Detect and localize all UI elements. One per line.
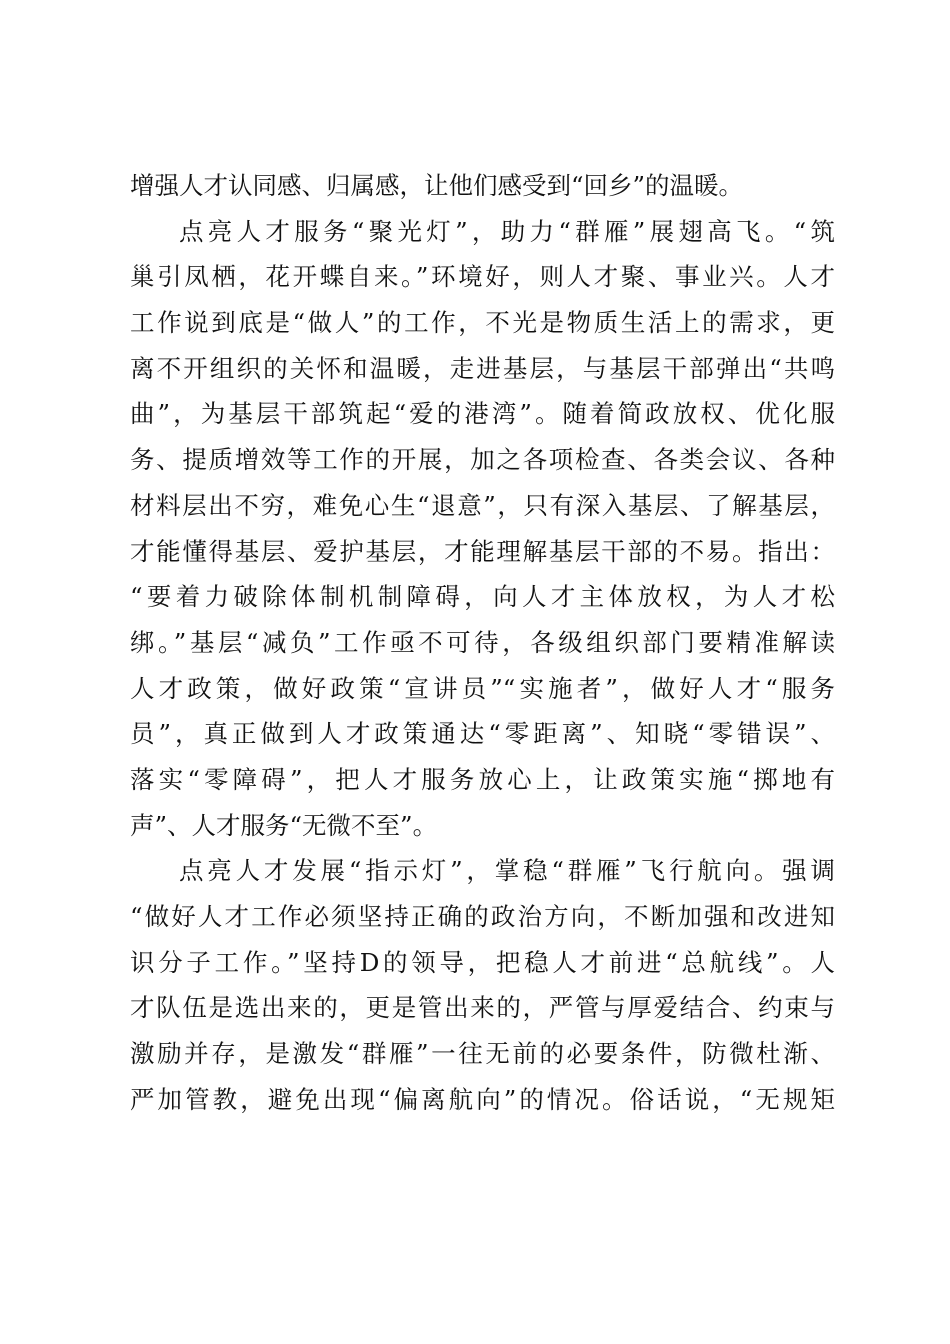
text-line: 才能懂得基层、爱护基层，才能理解基层干部的不易。指出：: [130, 536, 835, 566]
text-line: 离不开组织的关怀和温暖，走进基层，与基层干部弹出“共鸣: [130, 353, 835, 383]
text-line: 曲”，为基层干部筑起“爱的港湾”。随着简政放权、优化服: [130, 399, 835, 429]
paragraph-3: [130, 848, 835, 1122]
text-line: “要着力破除体制机制障碍，向人才主体放权，为人才松: [130, 582, 835, 612]
text-line: “做好人才工作必须坚持正确的政治方向，不断加强和改进知: [130, 902, 835, 931]
text-line: 才队伍是选出来的，更是管出来的，严管与厚爱结合、约束与: [130, 993, 835, 1023]
text-line: 员”，真正做到人才政策通达“零距离”、知晓“零错误”、: [130, 719, 835, 749]
text-line: 材料层出不穷，难免心生“退意”，只有深入基层、了解基层，: [130, 490, 835, 520]
text-line: 巢引凤栖，花开蝶自来。”环境好，则人才聚、事业兴。人才: [130, 262, 835, 292]
paragraph-1: [130, 163, 835, 209]
text-line: 激励并存，是激发“群雁”一往无前的必要条件，防微杜渐、: [130, 1039, 835, 1069]
paragraph-2: [130, 209, 835, 849]
text-line: 点亮人才服务“聚光灯”，助力“群雁”展翅高飞。“筑: [179, 216, 835, 246]
text-line: 务、提质增效等工作的开展，加之各项检查、各类会议、各种: [130, 445, 835, 475]
text-line: 识分子工作。”坚持D的领导，把稳人才前进“总航线”。人: [130, 947, 835, 977]
text-line: 增强人才认同感、归属感，让他们感受到“回乡”的温暖。: [130, 171, 744, 200]
text-line: 绑。”基层“减负”工作亟不可待，各级组织部门要精准解读: [130, 627, 835, 657]
text-line: 落实“零障碍”，把人才服务放心上，让政策实施“掷地有: [130, 764, 835, 794]
text-line: 人才政策，做好政策“宣讲员”“实施者”，做好人才“服务: [130, 673, 835, 703]
text-line: 点亮人才发展“指示灯”，掌稳“群雁”飞行航向。强调: [179, 856, 835, 886]
body-text: [130, 163, 835, 1122]
text-line: 声”、人才服务“无微不至”。: [130, 810, 438, 840]
text-line: 工作说到底是“做人”的工作，不光是物质生活上的需求，更: [130, 308, 835, 338]
text-line: 严加管教，避免出现“偏离航向”的情况。俗话说，“无规矩: [130, 1084, 835, 1114]
